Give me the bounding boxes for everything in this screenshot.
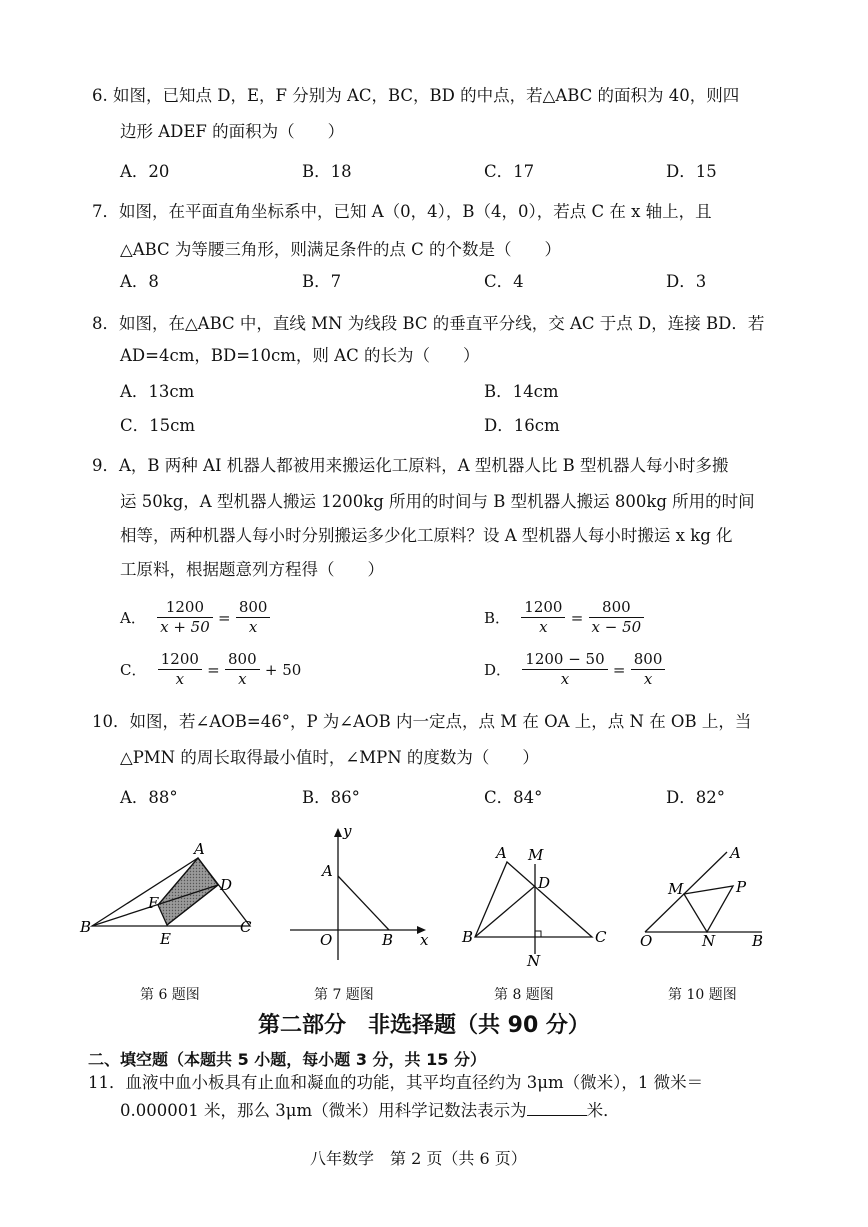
q9-line4: 工原料，根据题意列方程得（ ） bbox=[120, 560, 384, 579]
plus-term: + 50 bbox=[264, 660, 302, 679]
numerator: 800 bbox=[631, 650, 666, 670]
label-d: D bbox=[220, 876, 233, 894]
numerator: 800 bbox=[225, 650, 260, 670]
equals-sign: = bbox=[570, 608, 584, 627]
option-letter: D． bbox=[484, 660, 512, 679]
segment-ab bbox=[338, 876, 389, 930]
q10-line2: △PMN 的周长取得最小值时，∠MPN 的度数为（ ） bbox=[120, 748, 539, 767]
numerator: 800 bbox=[589, 598, 645, 618]
q7-option-d[interactable]: D．3 bbox=[666, 272, 707, 291]
denominator: x bbox=[539, 618, 548, 636]
denominator: x bbox=[248, 618, 258, 636]
q11-text: 0.000001 米，那么 3μm（微米）用科学记数法表示为 bbox=[120, 1101, 527, 1120]
caption-figure-10: 第 10 题图 bbox=[668, 987, 737, 1003]
figure-7 bbox=[290, 822, 429, 960]
denominator: x − 50 bbox=[591, 618, 642, 636]
q7-line2: △ABC 为等腰三角形，则满足条件的点 C 的个数是（ ） bbox=[120, 240, 562, 259]
label-o: O bbox=[320, 931, 333, 949]
label-f: F bbox=[148, 894, 159, 912]
label-o: O bbox=[640, 932, 653, 950]
q9-line1: 9．A，B 两种 AI 机器人都被用来搬运化工原料，A 型机器人比 B 型机器人每小时多搬 bbox=[92, 456, 729, 475]
label-b: B bbox=[80, 918, 92, 936]
q7-option-a[interactable]: A．8 bbox=[120, 272, 159, 291]
label-m: M bbox=[528, 846, 544, 864]
label-x: x bbox=[420, 931, 429, 949]
figure-10 bbox=[640, 844, 763, 950]
q7-line1: 7．如图，在平面直角坐标系中，已知 A（0，4），B（4，0），若点 C 在 x 轴上，且 bbox=[92, 202, 712, 221]
label-p: P bbox=[736, 878, 747, 896]
figure-8 bbox=[461, 844, 607, 970]
option-letter: C． bbox=[120, 660, 147, 679]
label-a: A bbox=[496, 844, 507, 862]
caption-figure-6: 第 6 题图 bbox=[140, 987, 200, 1003]
numerator: 1200 − 50 bbox=[522, 650, 607, 670]
q6-line1: 6. 如图，已知点 D，E，F 分别为 AC，BC，BD 的中点，若△ABC 的面积为 40，则四 bbox=[92, 86, 740, 105]
label-b: B bbox=[752, 932, 764, 950]
equals-sign: = bbox=[207, 660, 220, 679]
label-n: N bbox=[527, 952, 541, 970]
q8-option-a[interactable]: A．13cm bbox=[120, 382, 195, 401]
figure-6 bbox=[79, 840, 252, 948]
label-b: B bbox=[382, 931, 394, 949]
label-m: M bbox=[668, 880, 684, 898]
segment-bd bbox=[475, 886, 535, 937]
numerator: 1200 bbox=[521, 598, 565, 618]
label-y: y bbox=[343, 822, 352, 840]
numerator: 1200 bbox=[157, 598, 213, 618]
answer-blank[interactable] bbox=[527, 1101, 587, 1116]
q9-line3: 相等，两种机器人每小时分别搬运多少化工原料？设 A 型机器人每小时搬运 x kg 化 bbox=[120, 526, 733, 545]
numerator: 800 bbox=[236, 598, 271, 618]
label-a: A bbox=[730, 844, 741, 862]
right-angle-mark bbox=[535, 931, 541, 937]
denominator: x bbox=[643, 670, 653, 688]
q11-line2 bbox=[120, 1101, 620, 1121]
q6-option-a[interactable]: A．20 bbox=[120, 162, 170, 181]
q10-option-a[interactable]: A．88° bbox=[120, 788, 178, 807]
triangle-pmn bbox=[684, 886, 733, 932]
label-c: C bbox=[595, 928, 607, 946]
q10-option-b[interactable]: B．86° bbox=[302, 788, 360, 807]
q8-option-c[interactable]: C．15cm bbox=[120, 416, 196, 435]
q7-option-b[interactable]: B．7 bbox=[302, 272, 342, 291]
q7-option-c[interactable]: C．4 bbox=[484, 272, 524, 291]
label-d: D bbox=[538, 874, 551, 892]
denominator: x bbox=[175, 670, 185, 688]
option-letter: A． bbox=[120, 608, 146, 627]
option-letter: B． bbox=[484, 608, 511, 627]
numerator: 1200 bbox=[158, 650, 202, 670]
q8-line2: AD=4cm，BD=10cm，则 AC 的长为（ ） bbox=[120, 346, 480, 365]
label-a: A bbox=[194, 840, 205, 858]
q10-option-d[interactable]: D．82° bbox=[666, 788, 725, 807]
triangle-abc bbox=[475, 862, 592, 937]
ray-oa bbox=[645, 852, 727, 932]
q6-line2: 边形 ADEF 的面积为（ ） bbox=[120, 122, 345, 141]
caption-figure-7: 第 7 题图 bbox=[314, 987, 374, 1003]
q6-option-b[interactable]: B．18 bbox=[302, 162, 352, 181]
q11-unit: 米． bbox=[586, 1101, 620, 1120]
q10-option-c[interactable]: C．84° bbox=[484, 788, 543, 807]
label-a: A bbox=[322, 862, 333, 880]
q9-line2: 运 50kg，A 型机器人搬运 1200kg 所用的时间与 B 型机器人搬运 800kg 所用的时间 bbox=[120, 492, 755, 511]
denominator: x bbox=[560, 670, 570, 688]
label-b: B bbox=[462, 928, 474, 946]
caption-figure-8: 第 8 题图 bbox=[494, 987, 554, 1003]
denominator: x + 50 bbox=[160, 618, 210, 636]
section-heading: 二、填空题（本题共 5 小题，每小题 3 分，共 15 分） bbox=[88, 1050, 486, 1069]
label-e: E bbox=[160, 930, 171, 948]
q8-option-b[interactable]: B．14cm bbox=[484, 382, 559, 401]
equals-sign: = bbox=[612, 660, 626, 679]
part-two-title: 第二部分 非选择题（共 90 分） bbox=[258, 1013, 590, 1038]
denominator: x bbox=[238, 670, 247, 688]
q10-line1: 10．如图，若∠AOB=46°，P 为∠AOB 内一定点，点 M 在 OA 上，点 N 在 OB 上，当 bbox=[92, 712, 752, 731]
q6-option-c[interactable]: C．17 bbox=[484, 162, 535, 181]
equals-sign: = bbox=[218, 608, 231, 627]
q11-line1: 11．血液中血小板具有止血和凝血的功能，其平均直径约为 3μm（微米），1 微米＝ bbox=[88, 1073, 704, 1092]
label-c: C bbox=[240, 918, 252, 936]
label-n: N bbox=[702, 932, 716, 950]
q8-option-d[interactable]: D．16cm bbox=[484, 416, 560, 435]
page-footer: 八年数学 第 2 页（共 6 页） bbox=[310, 1149, 527, 1168]
y-axis-arrow bbox=[334, 828, 342, 837]
q6-option-d[interactable]: D．15 bbox=[666, 162, 717, 181]
q8-line1: 8．如图，在△ABC 中，直线 MN 为线段 BC 的垂直平分线，交 AC 于点 D，连接 BD．若 bbox=[92, 314, 765, 333]
